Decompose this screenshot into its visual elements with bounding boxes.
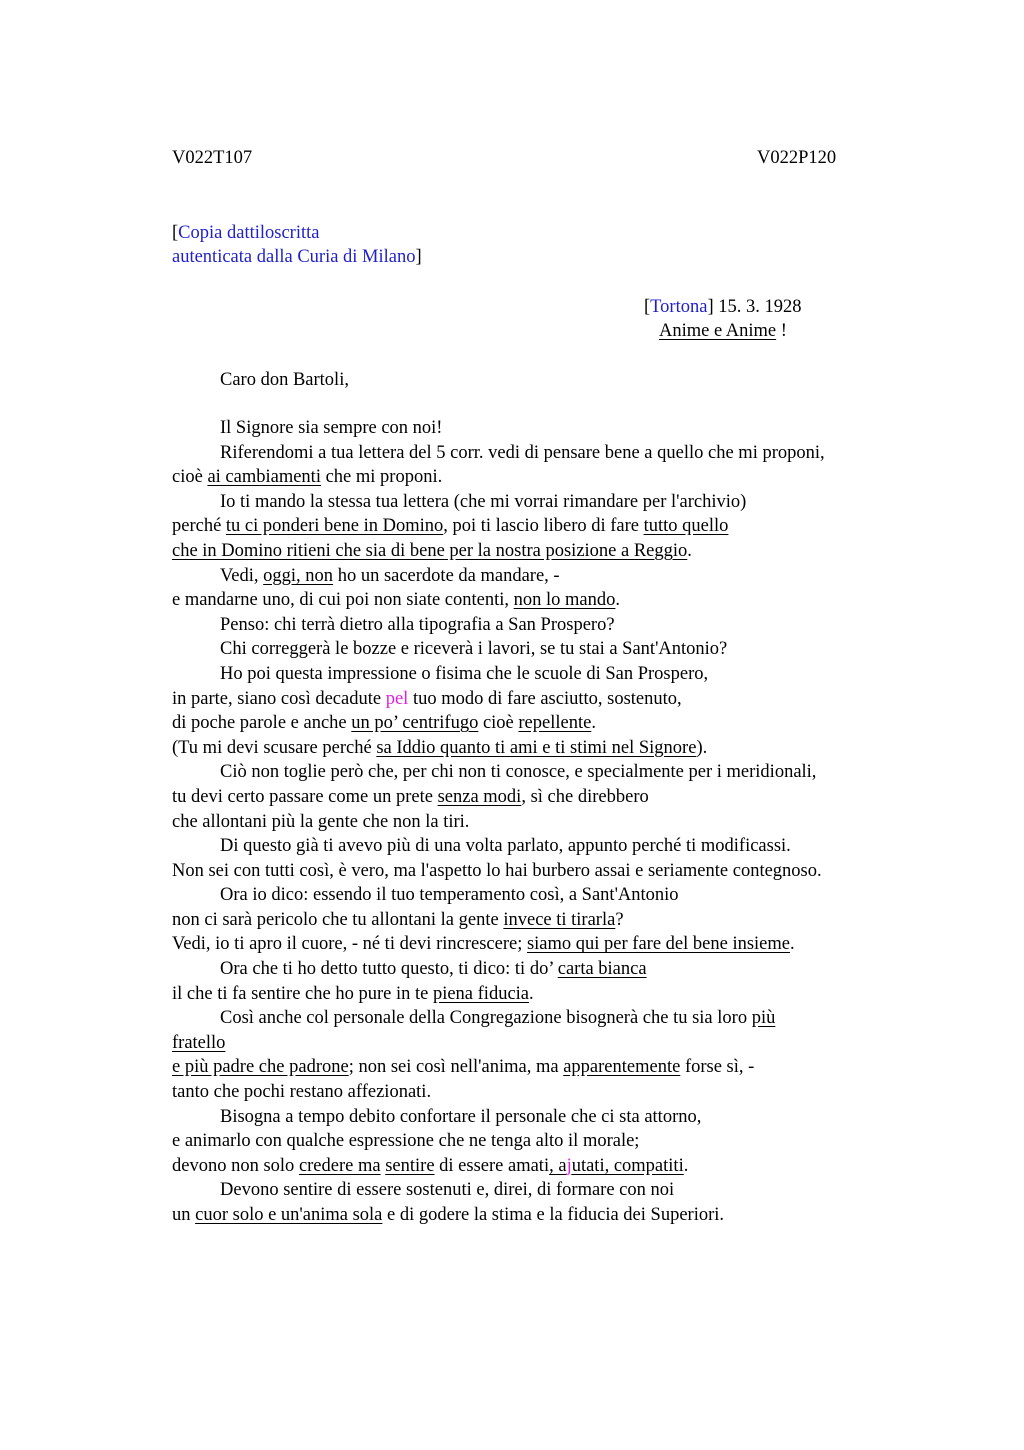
- underlined-run: ai cambiamenti: [207, 467, 321, 488]
- underlined-run: piena fiducia: [432, 983, 530, 1004]
- underlined-run: repellente: [518, 713, 592, 734]
- text-run: ; non sei così nell'anima, ma: [348, 1057, 564, 1078]
- body-line: [172, 908, 912, 933]
- text-run: e mandarne uno, di cui poi non siate contenti,: [172, 590, 514, 611]
- copy-note-close-bracket: ]: [415, 247, 422, 267]
- body-line: [172, 957, 912, 982]
- underlined-run: sa Iddio quanto ti ami e ti stimi nel Signore: [376, 737, 697, 758]
- body-line: Ho poi questa impressione o fisima che le scuole di San Prospero,: [220, 663, 709, 684]
- body-line: [172, 1006, 912, 1031]
- text-run: in parte, siano così decadute: [172, 688, 386, 709]
- copy-note-text-2: autenticata dalla Curia di Milano: [172, 247, 416, 267]
- text-run: .: [591, 713, 596, 734]
- body-line: [172, 982, 912, 1007]
- body-line: [172, 711, 912, 736]
- body-line: e animarlo con qualche espressione che ne tenga alto il morale;: [172, 1131, 640, 1152]
- text-run: Ora che ti ho detto tutto questo, ti dico: ti do’: [220, 959, 558, 980]
- text-run: ?: [615, 909, 624, 930]
- text-run: cioè: [478, 713, 519, 734]
- text-run: Vedi,: [220, 565, 264, 586]
- copy-note-line1: [172, 221, 319, 245]
- body-line: Bisogna a tempo debito confortare il personale che ci sta attorno,: [220, 1106, 702, 1127]
- copy-note-open-bracket: [: [172, 223, 179, 243]
- body-line: [172, 736, 912, 761]
- salutation: Caro don Bartoli,: [220, 370, 349, 390]
- text-run: non ci sarà pericolo che tu allontani la gente: [172, 909, 504, 930]
- dateline-date: 15. 3. 1928: [713, 297, 802, 317]
- copy-note-line2: [172, 245, 422, 269]
- underlined-run: oggi, non: [263, 565, 334, 586]
- letter-body: [172, 416, 912, 1228]
- motto-tail: !: [776, 321, 787, 341]
- header-right-code: V022P120: [757, 148, 837, 168]
- copy-note-text-1: Copia dattiloscritta: [178, 223, 320, 243]
- body-line: Di questo già ti avevo più di una volta parlato, appunto perché ti modificassi.: [220, 836, 791, 857]
- text-run: .: [529, 983, 534, 1004]
- text-run: un: [172, 1205, 196, 1225]
- text-run: cioè: [172, 467, 208, 488]
- underlined-run: un po’ centrifugo: [351, 713, 479, 734]
- text-run: tu devi certo passare come un prete: [172, 786, 438, 807]
- body-line: Ciò non toglie però che, per chi non ti conosce, e specialmente per i meridionali,: [220, 762, 817, 783]
- underlined-run: apparentemente: [563, 1057, 681, 1078]
- dateline-open-bracket: [: [644, 297, 651, 317]
- correction-run: j: [566, 1155, 572, 1176]
- underlined-run: utati, compatiti: [571, 1155, 684, 1176]
- underlined-run: non lo mando: [513, 590, 616, 611]
- body-line: [172, 514, 912, 539]
- body-line: Non sei con tutti così, è vero, ma l'aspetto lo hai burbero assai e seriamente contegnoso.: [172, 860, 822, 881]
- body-line: [172, 1154, 912, 1179]
- body-line: Devono sentire di essere sostenuti e, direi, di formare con noi: [220, 1180, 675, 1201]
- underlined-run: credere ma: [298, 1155, 381, 1176]
- body-line: [172, 1203, 912, 1228]
- body-line: [172, 539, 912, 564]
- body-line: [172, 932, 912, 957]
- text-run: di essere amati: [434, 1155, 550, 1176]
- body-line: [172, 564, 912, 589]
- body-line: [172, 687, 912, 712]
- body-line: che allontani più la gente che non la tiri.: [172, 811, 470, 832]
- body-line: Il Signore sia sempre con noi!: [220, 418, 443, 438]
- text-run: perché: [172, 516, 226, 537]
- text-run: il che ti fa sentire che ho pure in te: [172, 983, 433, 1004]
- underlined-run: , a: [549, 1155, 567, 1176]
- underlined-run: tu ci ponderi bene in Domino: [225, 516, 444, 537]
- body-line: Io ti mando la stessa tua lettera (che mi vorrai rimandare per l'archivio): [220, 491, 747, 512]
- underlined-run: sentire: [385, 1155, 435, 1176]
- correction-run: pel: [385, 688, 409, 709]
- text-run: Vedi, io ti apro il cuore, - né ti devi rincrescere;: [172, 934, 527, 955]
- text-run: .: [687, 540, 692, 561]
- text-run: , poi ti lascio libero di fare: [443, 516, 644, 537]
- body-line: Chi correggerà le bozze e riceverà i lavori, se tu stai a Sant'Antonio?: [220, 639, 728, 660]
- underlined-run: senza modi: [437, 786, 522, 807]
- text-run: .: [683, 1155, 689, 1176]
- underlined-run: che in Domino ritieni che sia di bene per la nostra posizione a Reggio: [172, 540, 688, 561]
- body-line: [172, 1055, 912, 1080]
- body-line: tanto che pochi restano affezionati.: [172, 1082, 432, 1103]
- body-line: [172, 1031, 912, 1056]
- dateline: [644, 295, 802, 319]
- underlined-run: fratello: [172, 1032, 226, 1053]
- text-run: (Tu mi devi scusare perché: [172, 737, 377, 758]
- text-run: che mi proponi.: [320, 467, 443, 488]
- text-run: , sì che direbbero: [521, 786, 649, 807]
- text-run: .: [615, 590, 621, 611]
- motto: [659, 319, 787, 343]
- text-run: forse sì, -: [680, 1057, 755, 1078]
- body-line: Ora io dico: essendo il tuo temperamento così, a Sant'Antonio: [220, 885, 679, 906]
- text-run: ho un sacerdote da mandare, -: [333, 565, 560, 586]
- dateline-close-bracket: ]: [707, 297, 714, 317]
- text-run: .: [789, 934, 795, 955]
- underlined-run: tutto quello: [643, 516, 729, 537]
- underlined-run: e più padre che padrone: [172, 1057, 349, 1078]
- body-line: [172, 588, 912, 613]
- underlined-run: carta bianca: [557, 959, 647, 980]
- underlined-run: invece ti tirarla: [503, 909, 616, 930]
- text-run: ).: [696, 737, 708, 758]
- text-run: e di godere la stima e la fiducia dei Superiori.: [382, 1205, 725, 1225]
- motto-text: Anime e Anime: [659, 321, 777, 341]
- body-line: Riferendomi a tua lettera del 5 corr. vedi di pensare bene a quello che mi proponi,: [220, 442, 825, 463]
- text-run: di poche parole e anche: [172, 713, 352, 734]
- body-line: [172, 465, 912, 490]
- underlined-run: più: [751, 1008, 776, 1029]
- text-run: Così anche col personale della Congregazione bisognerà che tu sia loro: [220, 1008, 752, 1029]
- text-run: devono non solo: [172, 1155, 299, 1176]
- header-left-code: V022T107: [172, 148, 253, 168]
- dateline-place: Tortona: [650, 297, 708, 317]
- underlined-run: siamo qui per fare del bene insieme: [526, 934, 790, 955]
- body-line: [172, 785, 912, 810]
- underlined-run: cuor solo e un'anima sola: [195, 1205, 383, 1225]
- body-line: Penso: chi terrà dietro alla tipografia a San Prospero?: [220, 614, 615, 635]
- text-run: tuo modo di fare asciutto, sostenuto,: [408, 688, 682, 709]
